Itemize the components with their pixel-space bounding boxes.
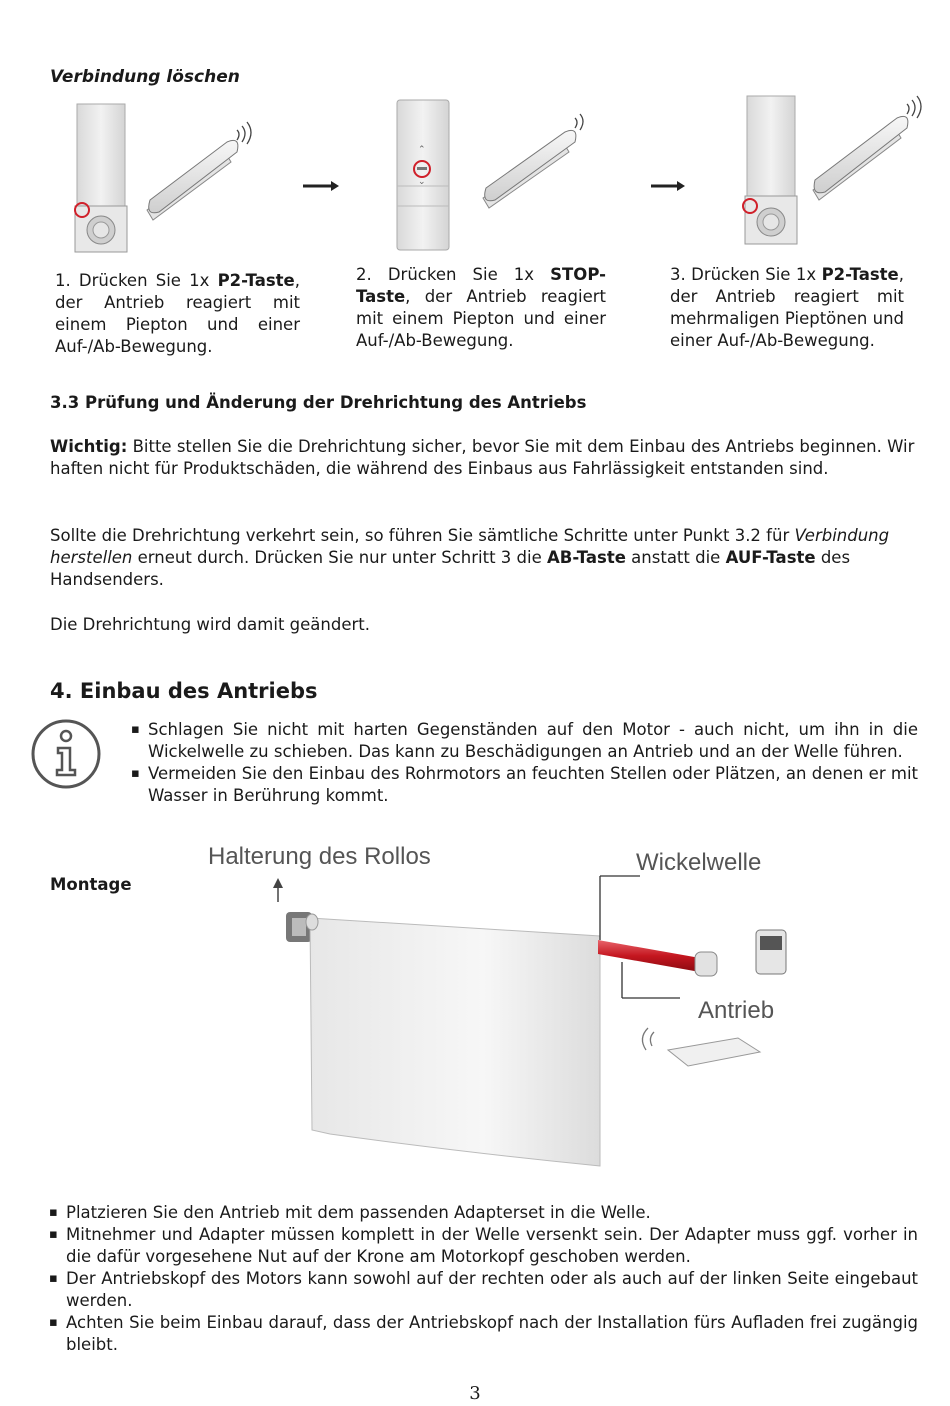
step-text: , der Antrieb reagiert mit einem Piepton und einer Auf-/Ab-Bewegung. [356,287,606,350]
device-open-icon [743,96,797,244]
step-3-text [670,264,904,352]
arrow-right-icon [303,181,339,191]
list-item: ▪ Schlagen Sie nicht mit harten Gegenständen auf den Motor - auch nicht, um ihn in die Wickelwelle zu schieben. Das kann zu Beschädigungen an Antrieb und an der Welle führen. [130,719,918,763]
list-item: ▪ Achten Sie beim Einbau darauf, dass der Antriebskopf nach der Installation fürs Aufladen frei zugängig bleibt. [48,1312,918,1356]
step-2-text [356,264,606,352]
label-tube: Wickelwelle [636,849,762,876]
step-key: STOP-Taste [356,265,606,306]
step-key: P2-Taste [821,265,899,284]
step-1-text [55,270,300,358]
direction-paragraph [50,525,918,591]
motor-tube-icon [147,122,251,220]
step-text: , der Antrieb reagiert mit mehrmaligen Pieptönen und einer Auf-/Ab-Bewegung. [670,265,904,350]
step-key: P2-Taste [217,271,295,290]
paragraph-italic: Verbindung herstellen [50,526,890,567]
step-illustrations [55,90,925,260]
motor-tube-icon [813,96,921,200]
list-item: ▪ Der Antriebskopf des Motors kann sowohl auf der rechten oder als auch auf der linken Seite eingebaut werden. [48,1268,918,1312]
info-icon [30,718,102,790]
device-open-icon [75,104,127,252]
step-text: , der Antrieb reagiert mit einem Piepton und einer Auf-/Ab-Bewegung. [55,271,300,356]
key-ab: AB-Taste [547,548,626,567]
svg-text:⌄: ⌄ [418,177,426,187]
list-item: ▪ Vermeiden Sie den Einbau des Rohrmotors an feuchten Stellen oder Plätzen, an denen er mit Wasser in Berührung kommt. [130,763,918,807]
key-auf: AUF-Taste [725,548,816,567]
paragraph-text: des Handsenders. [50,548,851,589]
motor-tube-icon [483,114,583,208]
important-paragraph [50,436,918,480]
svg-text:⌃: ⌃ [418,145,426,155]
direction-changed-text: Die Drehrichtung wird damit geändert. [50,615,370,634]
paragraph-text: anstatt die [625,548,726,567]
montage-label: Montage [50,875,132,894]
remote-control-icon [397,100,449,250]
step-text: 2. Drücken Sie 1x [356,265,551,284]
step-text: 3. Drücken Sie 1x [670,265,822,284]
paragraph-text: erneut durch. Drücken Sie nur unter Schritt 3 die [132,548,547,567]
list-item: ▪ Platzieren Sie den Antrieb mit dem passenden Adapterset in die Welle. [48,1202,918,1224]
section-title-3-3: 3.3 Prüfung und Änderung der Drehrichtung des Antriebs [50,393,587,412]
paragraph-text: Sollte die Drehrichtung verkehrt sein, so führen Sie sämtliche Schritte unter Punkt 3.2 für [50,526,795,545]
section-title-delete-connection: Verbindung löschen [50,67,240,87]
list-item: ▪ Mitnehmer und Adapter müssen komplett in der Welle versenkt sein. Der Adapter muss ggf. vorher in die dafür vorgesehene Nut auf der Krone am Motorkopf geschoben werden. [48,1224,918,1268]
montage-photo [200,840,800,1170]
instruction-list [48,1202,918,1356]
arrow-right-icon [651,181,685,191]
warning-list [130,719,918,807]
section-title-4: 4. Einbau des Antriebs [50,679,318,703]
page-number: 3 [469,1383,481,1404]
step-text: 1. Drücken Sie 1x [55,271,218,290]
label-bracket: Halterung des Rollos [208,843,431,870]
important-text: Bitte stellen Sie die Drehrichtung sicher, bevor Sie mit dem Einbau des Antriebs beginnen. Wir haften nicht für Produktschäden, die während des Einbaus aus Fahrlässigkeit entstanden sind. [50,437,915,478]
label-motor: Antrieb [698,997,775,1024]
important-label: Wichtig: [50,437,128,456]
